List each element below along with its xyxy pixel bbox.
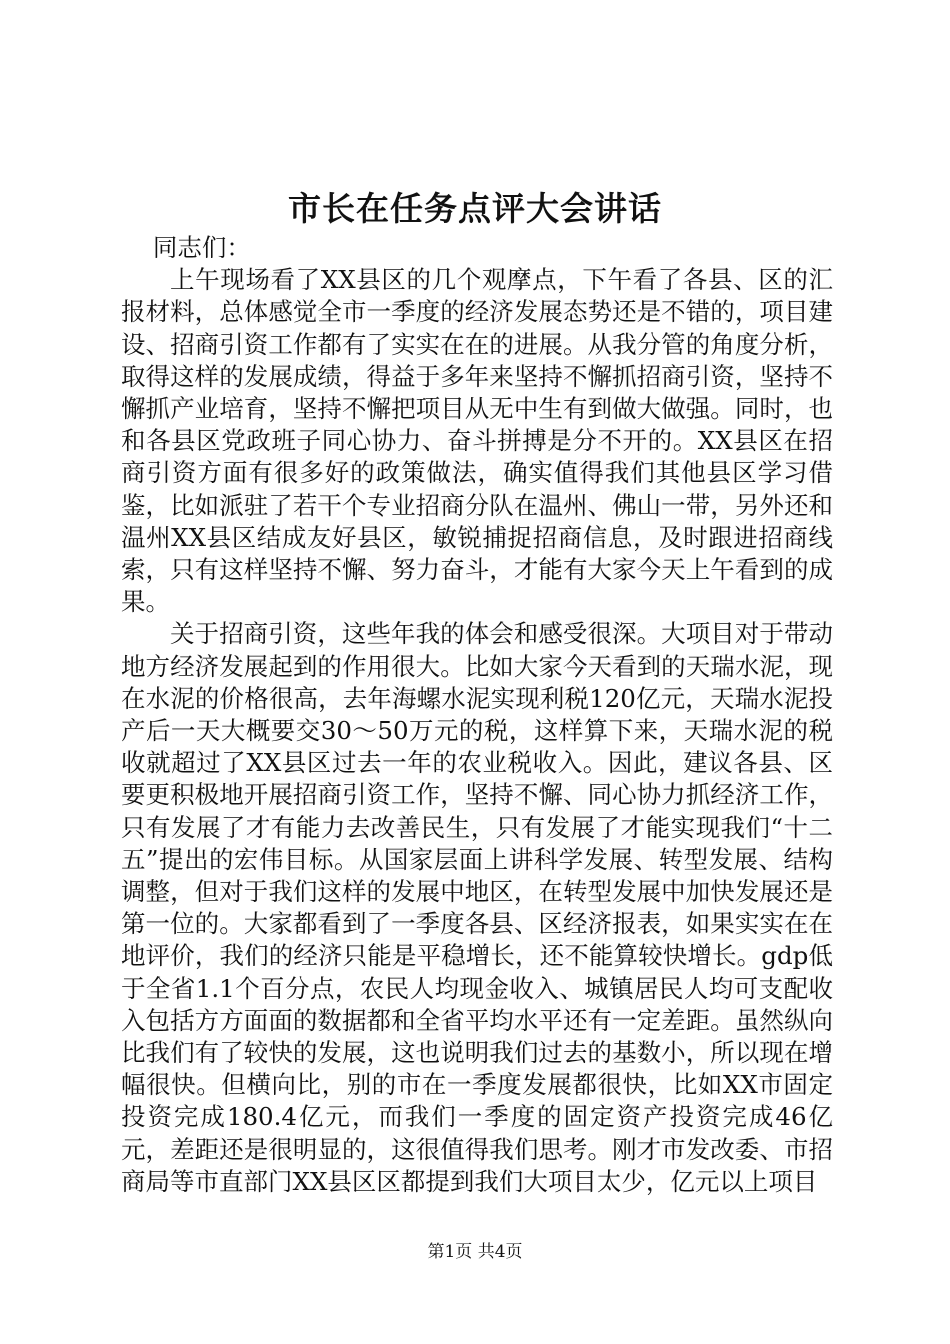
document-title: 市长在任务点评大会讲话	[288, 189, 662, 228]
salutation: 同志们：	[152, 233, 251, 262]
document-body	[121, 232, 833, 1198]
page-footer: 第1页 共4页	[427, 1242, 523, 1262]
paragraph: 关于招商引资，这些年我的体会和感受很深。大项目对于带动地方经济发展起到的作用很大。比如大家今天看到的天瑞水泥，现在水泥的价格很高，去年海螺水泥实现利税120亿元，天瑞水泥投产后一天大概要交30～50万元的税，这样算下来，天瑞水泥的税收就超过了XX县区过去一年的农业税收入。因此，建议各县、区要更积极地开展招商引资工作，坚持不懈、同心协力抓经济工作，只有发展了才有能力去改善民生，只有发展了才能实现我们“十二五”提出的宏伟目标。从国家层面上讲科学发展、转型发展、结构调整，但对于我们这样的发展中地区，在转型发展中加快发展还是第一位的。大家都看到了一季度各县、区经济报表，如果实实在在地评价，我们的经济只能是平稳增长，还不能算较快增长。gdp低于全省1.1个百分点，农民人均现金收入、城镇居民人均可支配收入包括方方面面的数据都和全省平均水平还有一定差距。虽然纵向比我们有了较快的发展，这也说明我们过去的基数小，所以现在增幅很快。但横向比，别的市在一季度发展都很快，比如XX市固定投资完成180.4亿元，而我们一季度的固定资产投资完成46亿元，差距还是很明显的，这很值得我们思考。刚才市发改委、市招商局等市直部门XX县区区都提到我们大项目太少，亿元以上项目	[121, 619, 833, 1196]
paragraph: 上午现场看了XX县区的几个观摩点，下午看了各县、区的汇报材料，总体感觉全市一季度的经济发展态势还是不错的，项目建设、招商引资工作都有了实实在在的进展。从我分管的角度分析，取得这样的发展成绩，得益于多年来坚持不懈抓招商引资，坚持不懈抓产业培育，坚持不懈把项目从无中生有到做大做强。同时，也和各县区党政班子同心协力、奋斗拼搏是分不开的。XX县区在招商引资方面有很多好的政策做法，确实值得我们其他县区学习借鉴，比如派驻了若干个专业招商分队在温州、佛山一带，另外还和温州XX县区结成友好县区，敏锐捕捉招商信息，及时跟进招商线索，只有这样坚持不懈、努力奋斗，才能有大家今天上午看到的成果。	[121, 265, 833, 617]
